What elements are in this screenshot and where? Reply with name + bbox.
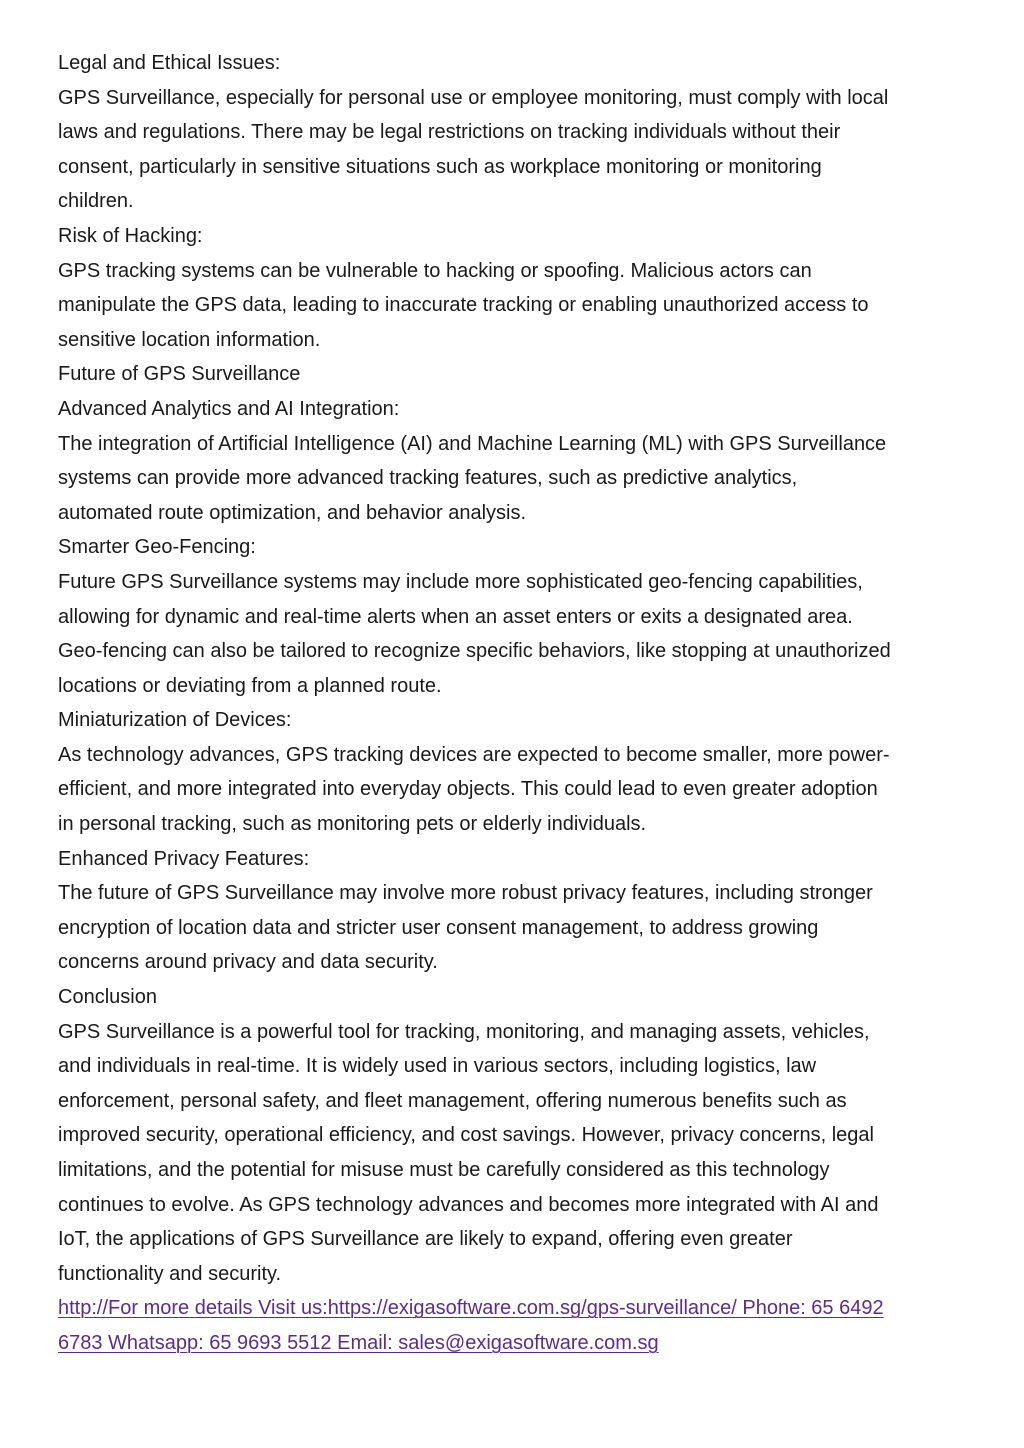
section-heading-privacy: Enhanced Privacy Features: [58,847,310,870]
paragraph-line: allowing for dynamic and real-time alerts when an asset enters or exits a designated area. [58,605,853,628]
paragraph-conclusion [58,1015,978,1292]
paragraph-line: concerns around privacy and data security. [58,951,438,974]
paragraph-line: and individuals in real-time. It is widely used in various sectors, including logistics, law [58,1055,817,1078]
paragraph-line: automated route optimization, and behavior analysis. [58,501,527,524]
paragraph-line: consent, particularly in sensitive situations such as workplace monitoring or monitoring [58,155,822,178]
document-page [58,46,978,1361]
paragraph-line: Geo-fencing can also be tailored to recognize specific behaviors, like stopping at unauthorized [58,640,891,663]
section-heading-analytics: Advanced Analytics and AI Integration: [58,397,400,420]
paragraph-legal [58,81,978,219]
paragraph-line: functionality and security. [58,1262,282,1285]
paragraph-line: IoT, the applications of GPS Surveillance are likely to expand, offering even greater [58,1228,793,1251]
paragraph-line: enforcement, personal safety, and fleet management, offering numerous benefits such as [58,1089,847,1112]
contact-link-line[interactable]: 6783 Whatsapp: 65 9693 5512 Email: sales@exigasoftware.com.sg [58,1331,659,1354]
paragraph-line: The future of GPS Surveillance may involve more robust privacy features, including stronger [58,882,873,905]
paragraph-line: encryption of location data and stricter user consent management, to address growing [58,916,819,939]
paragraph-miniaturization [58,738,978,842]
paragraph-line: manipulate the GPS data, leading to inaccurate tracking or enabling unauthorized access to [58,294,869,317]
paragraph-line: efficient, and more integrated into everyday objects. This could lead to even greater adoption [58,778,878,801]
section-heading-miniaturization: Miniaturization of Devices: [58,709,292,732]
section-heading-hacking: Risk of Hacking: [58,224,203,247]
paragraph-line: systems can provide more advanced tracking features, such as predictive analytics, [58,467,798,490]
paragraph-line: The integration of Artificial Intelligence (AI) and Machine Learning (ML) with GPS Surveillance [58,432,887,455]
paragraph-line: laws and regulations. There may be legal restrictions on tracking individuals without their [58,121,841,144]
paragraph-line: improved security, operational efficiency, and cost savings. However, privacy concerns, legal [58,1124,874,1147]
section-heading-geofencing: Smarter Geo-Fencing: [58,536,256,559]
paragraph-line: children. [58,190,134,213]
contact-link-line[interactable]: http://For more details Visit us:https://exigasoftware.com.sg/gps-surveillance/ Phone: 65 6492 [58,1297,884,1320]
paragraph-line: GPS Surveillance, especially for personal use or employee monitoring, must comply with local [58,86,889,109]
paragraph-geofencing [58,565,978,703]
paragraph-line: in personal tracking, such as monitoring pets or elderly individuals. [58,813,647,836]
paragraph-line: Future GPS Surveillance systems may include more sophisticated geo-fencing capabilities, [58,570,863,593]
paragraph-line: limitations, and the potential for misuse must be carefully considered as this technology [58,1159,830,1181]
paragraph-line: continues to evolve. As GPS technology advances and becomes more integrated with AI and [58,1193,879,1216]
paragraph-line: GPS Surveillance is a powerful tool for tracking, monitoring, and managing assets, vehicles, [58,1020,870,1043]
paragraph-analytics [58,427,978,531]
contact-link[interactable] [58,1291,978,1360]
paragraph-line: GPS tracking systems can be vulnerable to hacking or spoofing. Malicious actors can [58,259,812,282]
paragraph-hacking [58,254,978,358]
paragraph-line: As technology advances, GPS tracking devices are expected to become smaller, more power- [58,743,890,766]
section-heading-future: Future of GPS Surveillance [58,363,301,386]
paragraph-line: locations or deviating from a planned route. [58,674,442,697]
section-heading-legal: Legal and Ethical Issues: [58,52,281,74]
section-heading-conclusion: Conclusion [58,986,157,1009]
paragraph-line: sensitive location information. [58,328,321,351]
paragraph-privacy [58,876,978,980]
